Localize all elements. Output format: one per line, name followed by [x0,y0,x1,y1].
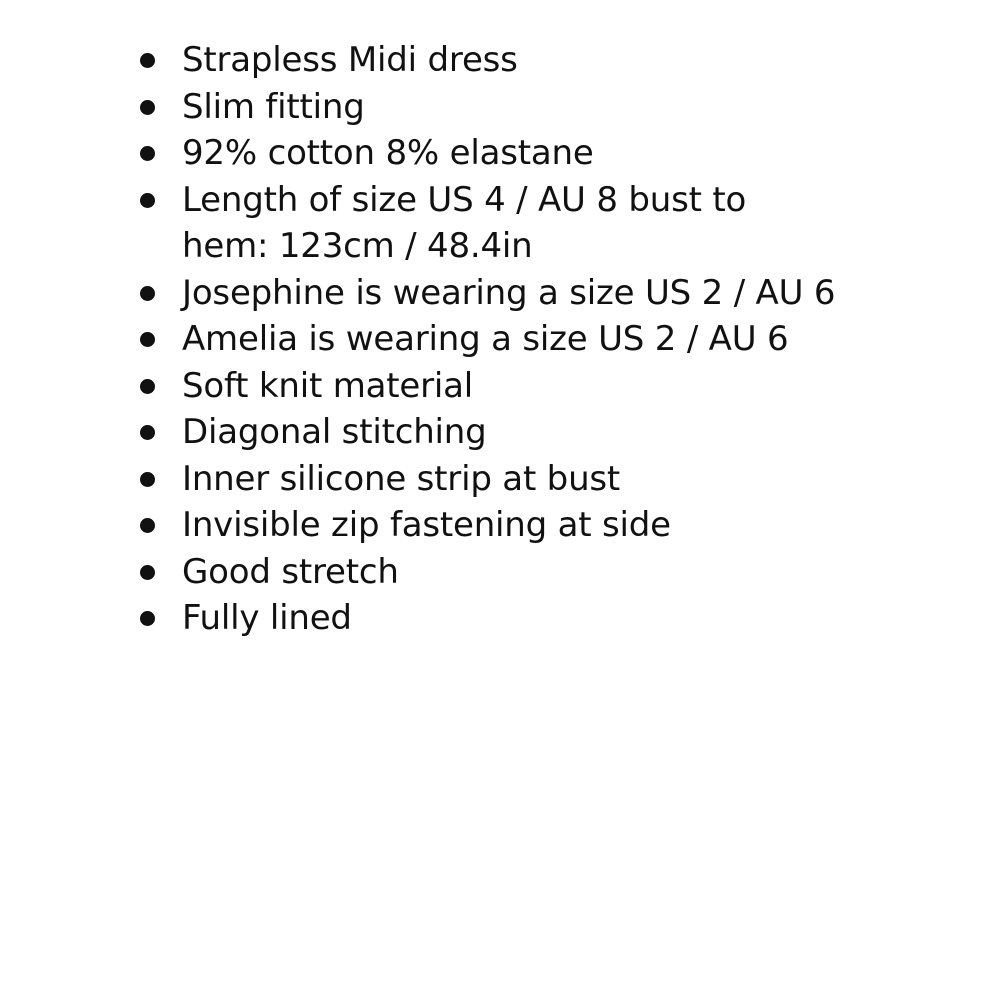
list-item-text: Inner silicone strip at bust [182,458,621,499]
list-item [182,84,842,131]
list-item-text: Josephine is wearing a size US 2 / AU 6 [182,272,836,313]
bullet-icon [140,611,155,626]
bullet-icon [140,53,155,68]
bullet-icon [140,286,155,301]
bullet-icon [140,332,155,347]
bullet-icon [140,379,155,394]
list-item-text: Good stretch [182,551,399,592]
list-item [182,316,842,363]
list-item [182,502,842,549]
bullet-icon [140,425,155,440]
list-item-text: Diagonal stitching [182,412,487,452]
bullet-icon [140,565,155,580]
feature-list [0,37,1000,642]
list-item-text: Strapless Midi dress [182,40,518,80]
list-item-text: Length of size US 4 / AU 8 bust to hem: 123cm / 48.4in [182,179,747,266]
list-item-text: Amelia is wearing a size US 2 / AU 6 [182,319,789,359]
list-item [182,130,842,177]
product-details [0,37,1000,642]
list-item [182,270,842,317]
bullet-icon [140,146,155,161]
list-item [182,549,842,596]
list-item [182,456,842,503]
list-item-text: Fully lined [182,598,352,638]
bullet-icon [140,472,155,487]
bullet-icon [140,100,155,115]
list-item [182,363,842,410]
list-item [182,37,842,84]
list-item-text: Soft knit material [182,365,474,406]
list-item-text: 92% cotton 8% elastane [182,133,594,173]
list-item [182,595,842,642]
list-item-text: Slim fitting [182,86,365,127]
list-item [182,409,842,456]
list-item-text: Invisible zip fastening at side [182,505,671,545]
bullet-icon [140,518,155,533]
list-item [182,177,842,270]
bullet-icon [140,193,155,208]
